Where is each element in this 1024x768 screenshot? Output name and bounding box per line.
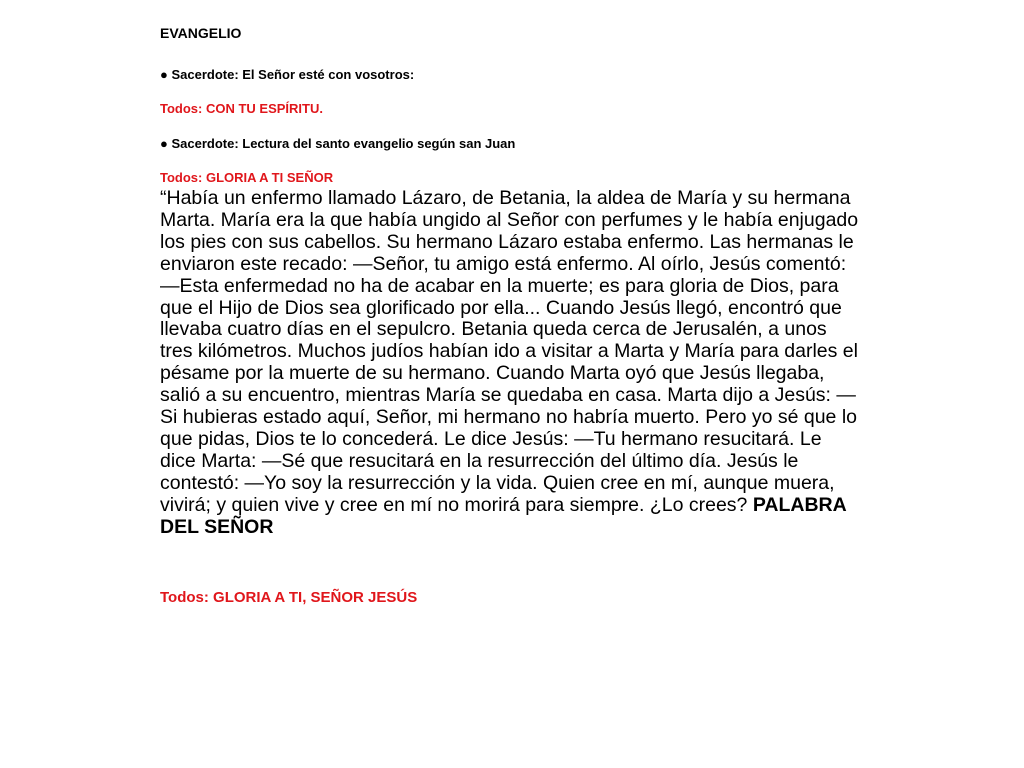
people-response-spirit: Todos: CON TU ESPÍRITU. (160, 101, 323, 116)
people-response-glory: Todos: GLORIA A TI SEÑOR (160, 170, 334, 185)
gospel-reading (160, 188, 860, 539)
priest-reading-announcement: ● Sacerdote: Lectura del santo evangelio según san Juan (160, 136, 516, 151)
document-title: EVANGELIO (160, 25, 242, 41)
priest-greeting: ● Sacerdote: El Señor esté con vosotros: (160, 67, 415, 82)
final-people-response: Todos: GLORIA A TI, SEÑOR JESÚS (160, 589, 418, 606)
gospel-text: “Había un enfermo llamado Lázaro, de Betania, la aldea de María y su hermana Marta. María era la que había ungido al Señor con perfumes y le había enjugado los pies con sus cabellos. Su hermano Lázaro estaba enfermo. Las hermanas le enviaron este recado: —Señor, tu amigo está enfermo. Al oírlo, Jesús comentó: —Esta enfermedad no ha de acabar en la muerte; es para gloria de Dios, para que el Hijo de Dios sea glorificado por ella... Cuando Jesús llegó, encontró que llevaba cuatro días en el sepulcro. Betania queda cerca de Jerusalén, a unos tres kilómetros. Muchos judíos habían ido a visitar a Marta y María para darles el pésame por la muerte de su hermano. Cuando Marta oyó que Jesús llegaba, salió a su encuentro, mientras María se quedaba en casa. Marta dijo a Jesús: —Si hubieras estado aquí, Señor, mi hermano no habría muerto. Pero yo sé que lo que pidas, Dios te lo concederá. Le dice Jesús: —Tu hermano resucitará. Le dice Marta: —Sé que resucitará en la resurrección del último día. Jesús le contestó: —Yo soy la resurrección y la vida. Quien cree en mí, aunque muera, vivirá; y quien vive y cree en mí no morirá para siempre. ¿Lo crees? (160, 187, 859, 516)
word-of-the-lord: PALABRA DEL SEÑOR (160, 493, 846, 538)
